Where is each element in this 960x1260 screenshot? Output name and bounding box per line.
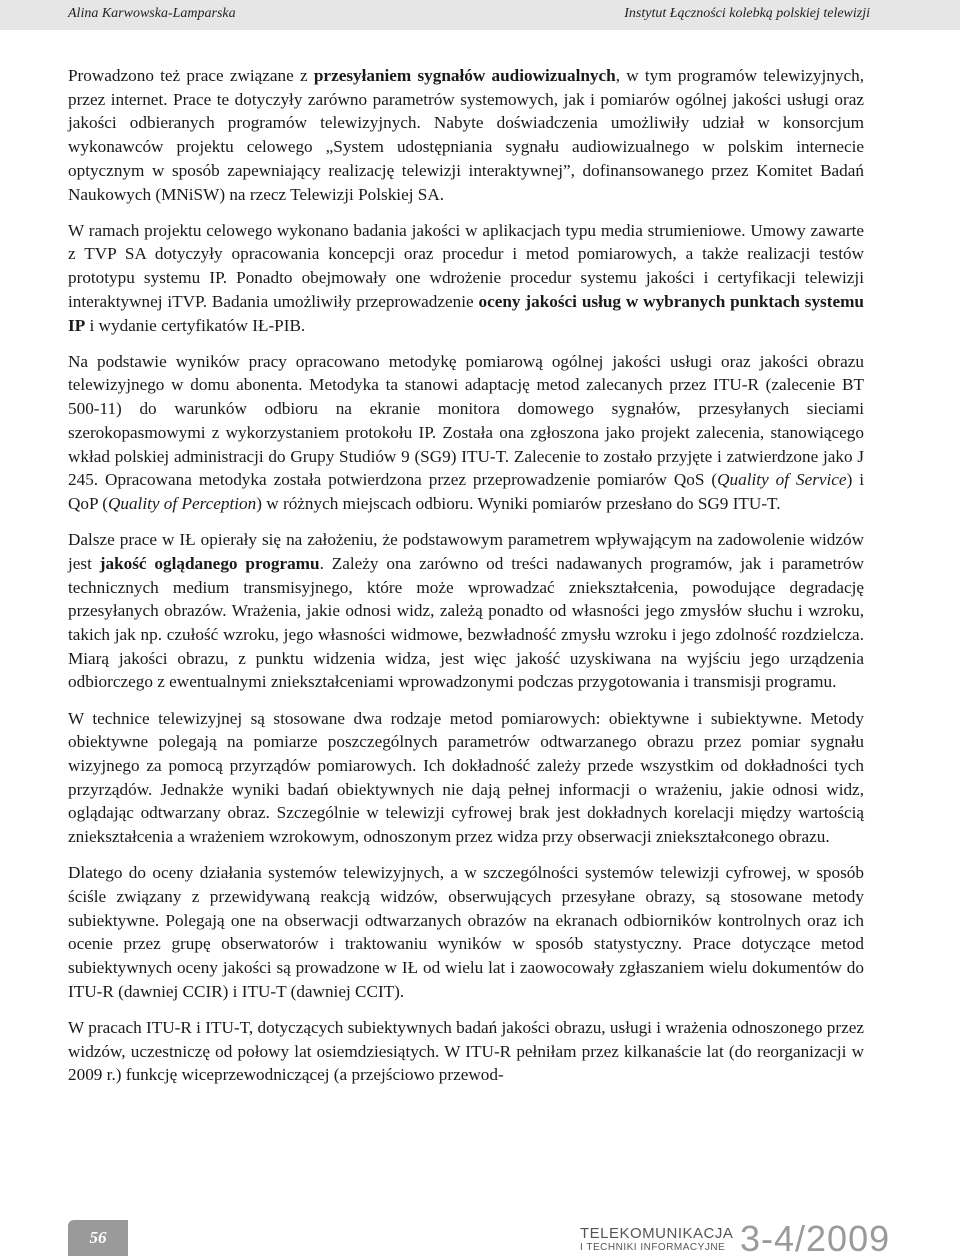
paragraph [68, 350, 864, 516]
text-run: Dalsze prace w IŁ opierały się na założeniu, że podstawowym parametrem wpływającym na zadowolenie widzów jest [68, 530, 864, 573]
text-run: Na podstawie wyników pracy opracowano metodykę pomiarową ogólnej jakości usługi oraz jakości obrazu telewizyjnego w domu abonenta. Metodyka ta stanowi adaptację metod zalecanych przez ITU-R (zalecenie BT 500-11) do warunków odbioru na ekranie monitora domowego sygnałów, przesyłanych sieciami szerokopasmowymi z wykorzystaniem protokołu IP. Została ona zgłoszona jako projekt zalecenia, stanowiącego wkład polskiej administracji do Grupy Studiów 9 (SG9) ITU-T. Zalecenie to zostało przyjęte i zatwierdzone jako J 245. Opracowana metodyka została potwierdzona przez przeprowadzenie pomiarów QoS ( [68, 351, 864, 490]
paragraph [68, 861, 864, 1003]
text-run: Dlatego do oceny działania systemów telewizyjnych, a w szczególności systemów telewizji cyfrowej, w sposób ściśle związany z przewidywaną reakcją widzów, obserwujących przesyłane obrazy, są stosowane metody subiektywne. Polegają one na obserwacji odtwarzanych obrazów na ekranach odbiorników kontrolnych oraz ich ocenie przez grupę obserwatorów i traktowaniu wyników w sposób statystyczny. Prace dotyczące metod subiektywnych oceny jakości są prowadzone w IŁ od wielu lat i zaowocowały zgłaszaniem wielu dokumentów do ITU-R (dawniej CCIR) i ITU-T (dawniej CCIT). [68, 863, 864, 1001]
text-run: . Zależy ona zarówno od treści nadawanych programów, jak i parametrów technicznych medium transmisyjnego, które może wprowadzać zniekształcenia, powodujące degradację przesyłanych obrazów. Wrażenia, jakie odnosi widz, zależą ponadto od własności jego zmysłów słuchu i wzroku, takich jak np. czułość wzroku, jego własności widmowe, bezwładność zmysłu wzroku i jego zdolność rozdzielcza. Miarą jakości obrazu, z punktu widzenia widza, jest więc jakość uzyskiwana na wyjściu jego urządzenia odbiorczego z ewentualnymi zniekształceniami wprowadzonymi podczas przygotowania i transmisji programu. [68, 553, 864, 692]
bold-text: jakość oglądanego programu [99, 553, 320, 573]
bold-text: przesyłaniem sygnałów audiowizualnych [313, 66, 616, 85]
page-number: 56 [89, 1228, 107, 1247]
italic-text: Quality of Perception [107, 493, 257, 513]
text-run: W pracach ITU-R i ITU-T, dotyczących subiektywnych badań jakości obrazu, usługi i wrażenia odnoszonego przez widzów, uczestniczę od połowy lat osiemdziesiątych. W ITU-R pełniłam przez kilkanaście lat (do reorganizacji w 2009 r.) funkcję wiceprzewodniczącej (a przejściowo przewod- [68, 1018, 864, 1085]
text-run: i wydanie certyfikatów IŁ-PIB. [85, 315, 306, 335]
article-body [68, 64, 864, 1100]
text-run: Prowadzono też prace związane z [68, 66, 314, 85]
header-title: Instytut Łączności kolebką polskiej telewizji [624, 6, 870, 21]
paragraph [68, 1016, 864, 1087]
journal-name-line1: TELEKOMUNIKACJA [580, 1225, 734, 1242]
paragraph [68, 64, 864, 206]
page-number-tab [68, 1220, 128, 1256]
text-run: , w tym programów telewizyjnych, przez internet. Prace te dotyczyły zarówno parametrów systemowych, jak i pomiarów ogólnej jakości usługi oraz jakości odbieranych programów telewizyjnych. Nabyte doświadczenia umożliwiły udział w konsorcjum wykonawców projektu celowego „System udostępniania sygnału audiowizualnego w polskim internecie optycznym w sposób zapewniający realizację telewizji interaktywnej”, dofinansowanego przez Komitet Badań Naukowych (MNiSW) na rzecz Telewizji Polskiej SA. [68, 66, 864, 204]
journal-name-line2: I TECHNIKI INFORMACYJNE [580, 1242, 726, 1253]
running-header [0, 0, 960, 30]
bold-text: oceny jakości usług w wybranych punktach systemu IP [68, 291, 864, 335]
header-author: Alina Karwowska-Lamparska [68, 6, 236, 21]
text-run: ) w różnych miejscach odbioru. Wyniki pomiarów przesłano do SG9 ITU-T. [256, 493, 781, 513]
paragraph [68, 707, 864, 849]
text-run: W technice telewizyjnej są stosowane dwa rodzaje metod pomiarowych: obiektywne i subiektywne. Metody obiektywne polegają na pomiarze poszczególnych parametrów odtwarzanego obrazu przez pomiar sygnału wizyjnego za pomocą przyrządów pomiarowych. Ich dokładność zależy przede wszystkim od dokładności tych przyrządów. Jednakże wyniki badań obiektywnych nie dają pełnej informacji o wrażeniu, jakie odnosi widz, oglądając odtwarzany obraz. Szczególnie w telewizji cyfrowej brak jest dokładnych korelacji między wartością zniekształcenia a wrażeniem wzrokowym, odnoszonym przez widza przy obserwacji zniekształconego obrazu. [68, 708, 864, 847]
text-run: W ramach projektu celowego wykonano badania jakości w aplikacjach typu media strumieniowe. Umowy zawarte z TVP SA dotyczyły opracowania koncepcji oraz procedur i metod pomiarowych, a także realizacji testów prototypu systemu IP. Ponadto obejmowały one wdrożenie procedur systemu jakości i certyfikacji telewizji interaktywnej iTVP. Badania umożliwiły przeprowadzenie [68, 220, 864, 311]
paragraph [68, 219, 864, 338]
text-run: ) i QoP ( [68, 470, 865, 513]
paragraph [68, 528, 864, 694]
issue-number: 3-4/2009 [740, 1218, 891, 1259]
italic-text: Quality of Service [717, 470, 847, 490]
